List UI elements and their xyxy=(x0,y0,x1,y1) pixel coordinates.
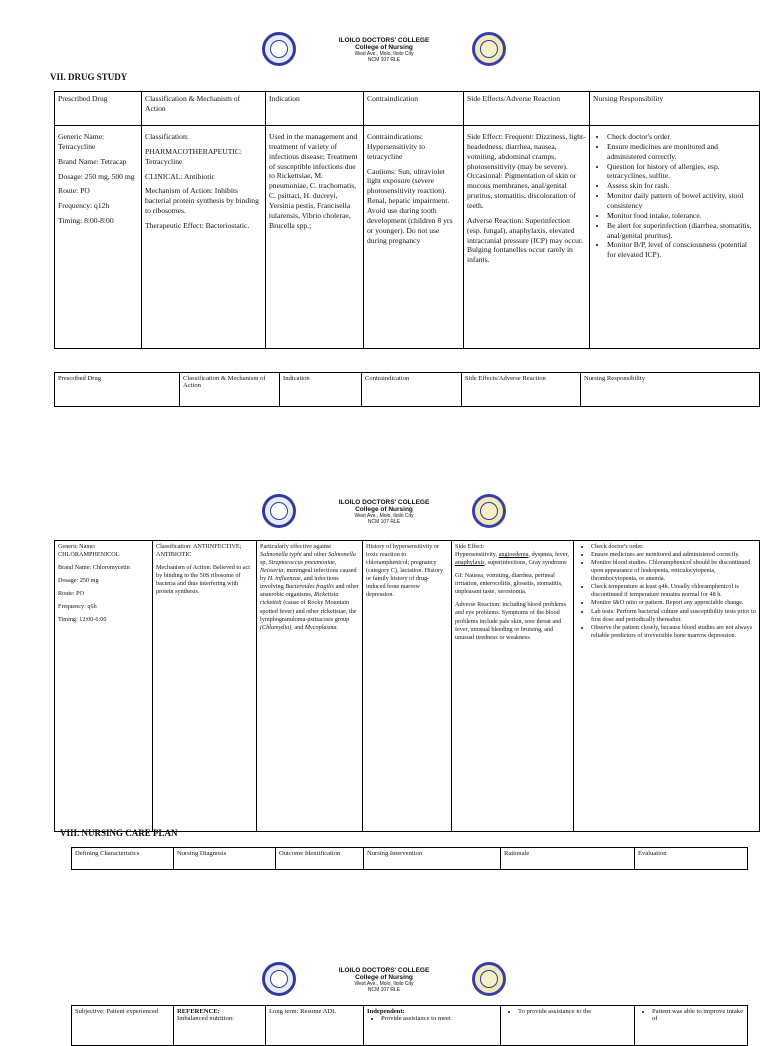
nursing-seal-icon xyxy=(472,962,506,996)
organism-name: Salmonella xyxy=(328,551,356,559)
frequency: Frequency: q12h xyxy=(58,201,110,211)
organism-name: Rickettsia rickettsii xyxy=(260,591,339,607)
prescribed-drug-cell xyxy=(55,126,142,349)
header-text xyxy=(300,37,468,63)
list-item: • To provide assistance to the xyxy=(518,1008,631,1015)
gi-effects-text: GI: Nausea, vomiting, diarrhea, perineal irritation, enterocolitis, glossitis, stomatitis, unpleasant taste, xerostomia. xyxy=(455,572,563,596)
indication-part: and other anaerobic organisms, xyxy=(260,583,359,599)
classification-cell xyxy=(153,541,257,832)
side-effects-cell xyxy=(464,126,590,349)
classification: Classification: ANTIINFECTIVE; ANTIBIOTIC xyxy=(156,543,242,559)
indication-cell xyxy=(257,541,363,832)
classification-clinical: CLINICAL: Antibiotic xyxy=(145,171,215,181)
header-text xyxy=(300,499,468,525)
college-name: ILOILO DOCTORS' COLLEGE xyxy=(338,499,430,506)
header-cell: Classification & Mechanism of Action xyxy=(180,373,280,407)
section-title-nursing-care-plan: VIII. NURSING CARE PLAN xyxy=(60,828,178,838)
evaluation-cell xyxy=(635,1006,748,1046)
course-code: NCM 107 RLE xyxy=(367,518,401,525)
list-item: • Assess skin for rash. xyxy=(607,181,756,191)
header-cell: Nursing Responsibility xyxy=(590,92,760,126)
organism-name: Streptococcus pneumoniae, Neisseria, xyxy=(260,559,337,575)
organism-name: (Chlamydia), xyxy=(260,623,293,631)
dosage: Dosage: 250 mg, 500 mg xyxy=(58,171,135,181)
address: West Ave., Molo, Iloilo City xyxy=(354,980,414,987)
cautions-text: Cautions: Sun, ultraviolet light exposure (severe photosensitivity reaction). Renal, hepatic impairment. Avoid use during tooth development (children 8 yrs or younger). Do not use during pregnancy xyxy=(367,166,453,245)
list-item: • Observe the patient closely, because blood studies are not always reliable predictors of irreversible bone marrow depression. xyxy=(591,624,756,640)
header-cell: Indication xyxy=(280,373,362,407)
indication-part: and xyxy=(292,623,305,631)
nursing-care-plan-table xyxy=(71,1005,748,1046)
header-cell: Contraindication xyxy=(362,373,462,407)
list-item: • Ensure medicines are monitored and administered correctly. xyxy=(607,142,756,162)
indication-part: and infections involving xyxy=(260,575,339,591)
header-cell: Prescribed Drug xyxy=(55,373,180,407)
classification-cell xyxy=(142,126,266,349)
nursing-care-plan-header-table xyxy=(71,847,748,870)
organism-name: Mycoplasma. xyxy=(304,623,339,631)
timing: Timing: 12:00-6:00 xyxy=(58,616,107,624)
contraindication-cell xyxy=(364,126,464,349)
table-row xyxy=(72,1006,748,1046)
course-code: NCM 107 RLE xyxy=(367,56,401,63)
header-cell: Defining Characteristics xyxy=(72,848,174,870)
route: Route: PO xyxy=(58,186,90,196)
list-item: • Be alert for superinfection (diarrhea, stomatitis, anal/genital pruritus). xyxy=(607,221,756,241)
nursing-responsibility-cell xyxy=(590,126,760,349)
list-item: • Check doctor's order xyxy=(607,132,756,142)
intervention-list xyxy=(367,1015,497,1022)
generic-name: Generic Name: Tetracycline xyxy=(58,132,105,151)
brand-name: Brand Name: Tetracap xyxy=(58,156,127,166)
header-text xyxy=(300,967,468,993)
header-cell: Classification & Mechanism of Action xyxy=(142,92,266,126)
college-seal-icon xyxy=(262,494,296,528)
rationale-cell xyxy=(501,1006,635,1046)
header-cell: Nursing Responsibility xyxy=(581,373,760,407)
drug-study-table-1 xyxy=(54,91,760,349)
drug-study-header-table xyxy=(54,372,760,407)
header-cell: Nursing Diagnosis xyxy=(174,848,276,870)
defining-characteristics-cell: Subjective: Patient experienced xyxy=(72,1006,174,1046)
adverse-reaction-text: Adverse Reaction: Superinfection (esp. fungal), anaphylaxis, elevated intracranial pressure (ICP) may occur. Bulging fontanelles occur rarely in infants. xyxy=(467,215,583,265)
list-item: • Monitor food intake, tolerance. xyxy=(607,211,756,221)
nursing-seal-icon xyxy=(472,494,506,528)
contraindication-text: Contraindications: Hypersensitivity to tetracycline xyxy=(367,132,426,161)
generic-name: Generic Name: CHLORAMPHENICOL xyxy=(58,543,120,559)
indication-part: meningeal infections caused by xyxy=(260,567,357,583)
prescribed-drug-cell xyxy=(55,541,153,832)
table-header-row xyxy=(72,848,748,870)
classification-label: Classification: xyxy=(145,132,189,141)
organism-name: H. influenzae, xyxy=(267,575,303,583)
drug-study-table-2 xyxy=(54,540,760,832)
header-cell: Outcome Identification xyxy=(276,848,364,870)
college-seal-icon xyxy=(262,962,296,996)
outcome-cell: Long term: Resume ADL xyxy=(266,1006,364,1046)
classification-pharma: PHARMACOTHERAPEUTIC: Tetracycline xyxy=(145,146,243,166)
organism-name: Salmonella typhi xyxy=(260,551,302,559)
route: Route: PO xyxy=(58,590,84,598)
nursing-list xyxy=(577,543,756,640)
table-header-row xyxy=(55,373,760,407)
header-cell: Side Effects/Adverse Reaction xyxy=(464,92,590,126)
table-row xyxy=(55,126,760,349)
list-item: • Question for history of allergies, esp. tetracyclines, sulfite. xyxy=(607,162,756,182)
list-item: • Check temperature at least q4h. Usually chloramphenicol is discontinued if temperature remains normal for 48 h. xyxy=(591,583,756,599)
side-effect-part: , dyspnea, fever, xyxy=(528,551,569,559)
table-header-row xyxy=(55,92,760,126)
side-effects-cell xyxy=(452,541,574,832)
nursing-seal-icon xyxy=(472,32,506,66)
list-item: • Monitor blood studies. Chloramphenicol should be discontinued upon appearance of leukopenia, reticulocytopenia, thrombocytopenia, or anemia. xyxy=(591,559,756,583)
department-name: College of Nursing xyxy=(355,506,413,514)
side-effect-text xyxy=(455,551,570,567)
brand-name: Brand Name: Chloromycetin xyxy=(58,564,130,572)
college-seal-icon xyxy=(262,32,296,66)
indication-text xyxy=(260,543,359,632)
indication-part: Particularly effective against xyxy=(260,543,332,550)
rationale-list xyxy=(504,1008,631,1015)
list-item: • Provide assistance to meet xyxy=(381,1015,497,1022)
department-name: College of Nursing xyxy=(355,44,413,52)
reference-text: Imbalanced nutrition: xyxy=(177,1015,234,1022)
mechanism: Mechanism of Action: Inhibits bacterial protein synthesis by binding to ribosomes. xyxy=(145,186,259,216)
timing: Timing: 8:00-8:00 xyxy=(58,216,114,226)
course-code: NCM 107 RLE xyxy=(367,986,401,993)
organism-name: Bacteroides fragilis xyxy=(285,583,335,591)
side-effect-label: Side Effect: xyxy=(455,543,485,550)
header-cell: Contraindication xyxy=(364,92,464,126)
side-effect-part: anaphylaxis xyxy=(455,559,485,567)
college-name: ILOILO DOCTORS' COLLEGE xyxy=(338,37,430,44)
header-cell: Evaluation xyxy=(635,848,748,870)
header-cell: Nursing Intervention xyxy=(364,848,501,870)
indication-cell xyxy=(266,126,364,349)
nursing-diagnosis-cell xyxy=(174,1006,266,1046)
list-item: • Ensure medicines are monitored and administered correctly. xyxy=(591,551,756,559)
list-item: • Monitor daily pattern of bowel activity, stool consistency xyxy=(607,191,756,211)
header-cell: Indication xyxy=(266,92,364,126)
nursing-list xyxy=(593,132,756,260)
contraindication-cell xyxy=(363,541,452,832)
side-effect-part: angioedema xyxy=(498,551,529,559)
indication-part: sp, xyxy=(260,559,269,567)
address: West Ave., Molo, Iloilo City xyxy=(354,512,414,519)
indication-part: and other xyxy=(301,551,329,559)
frequency: Frequency: q6h xyxy=(58,603,97,611)
list-item: • Check doctor's order. xyxy=(591,543,756,551)
header-cell: Rationale xyxy=(501,848,635,870)
contraindication-text: History of hypersensitivity or toxic reaction to chloramphenicol; pregnancy (category C), lactation. History or family history of drug-induced bone marrow depression. xyxy=(366,543,444,599)
list-item: • Lab tests: Perform bacterial culture and susceptibility tests prior to first dose and periodically thereafter. xyxy=(591,608,756,624)
therapeutic-effect: Therapeutic Effect: Bacteriostatic. xyxy=(145,221,250,231)
nursing-responsibility-cell xyxy=(574,541,760,832)
dosage: Dosage: 250 mg xyxy=(58,577,99,585)
header-cell: Prescribed Drug xyxy=(55,92,142,126)
independent-label: Independent: xyxy=(367,1008,405,1015)
indication-text: Used in the management and treatment of variety of infectious disease; Treatment of susceptible infections due to Rickettsiae, M. pneumoniae, C. trachomatis, C. psittaci, H. ducreyi, Yersinia pestis, Francisella tularensis, Vibrio cholerae, Brucella spp.; xyxy=(269,132,358,230)
side-effect-text: Side Effect: Frequent: Dizziness, light-headedness, diarrhea, nausea, vomiting, abdominal cramps, photosensitivity (may be severe). Occasional: Pigmentation of skin or mucous membranes, anal/genital pruritus, stomatitis, discoloration of teeth. xyxy=(467,132,586,211)
address: West Ave., Molo, Iloilo City xyxy=(354,50,414,57)
section-title-drug-study: VII. DRUG STUDY xyxy=(50,72,128,82)
list-item: • Monitor I&O ratio or pattern. Report any appreciable change. xyxy=(591,599,756,607)
college-name: ILOILO DOCTORS' COLLEGE xyxy=(338,967,430,974)
list-item: • Monitor B/P, level of consciousness (potential for elevated ICP). xyxy=(607,240,756,260)
indication-part: (cause of Rocky Mountain spotted fever) and other rickettsiae, the lymphogranuloma-psittacosis group xyxy=(260,599,357,623)
mechanism: Mechanism of Action: Believed to act by binding to the 50S ribosome of bacteria and thus interfering with protein synthesis. xyxy=(156,564,250,596)
department-name: College of Nursing xyxy=(355,974,413,982)
table-row xyxy=(55,541,760,832)
reference-label: REFERENCE: xyxy=(177,1008,220,1015)
adverse-reaction-text: Adverse Reaction: including blood problems and eye problems. Symptoms of the blood problems include pale skin, sore throat and fever, unusual bleeding or bruising, and unusual tiredness or weakness xyxy=(455,601,567,641)
side-effect-part: Hypersensitivity, xyxy=(455,551,499,559)
list-item: • Patient was able to improve intake of xyxy=(652,1008,744,1022)
side-effect-part: , superinfections, Gray syndrome xyxy=(484,559,567,567)
evaluation-list xyxy=(638,1008,744,1022)
header-cell: Side Effects/Adverse Reaction xyxy=(462,373,581,407)
intervention-cell xyxy=(364,1006,501,1046)
